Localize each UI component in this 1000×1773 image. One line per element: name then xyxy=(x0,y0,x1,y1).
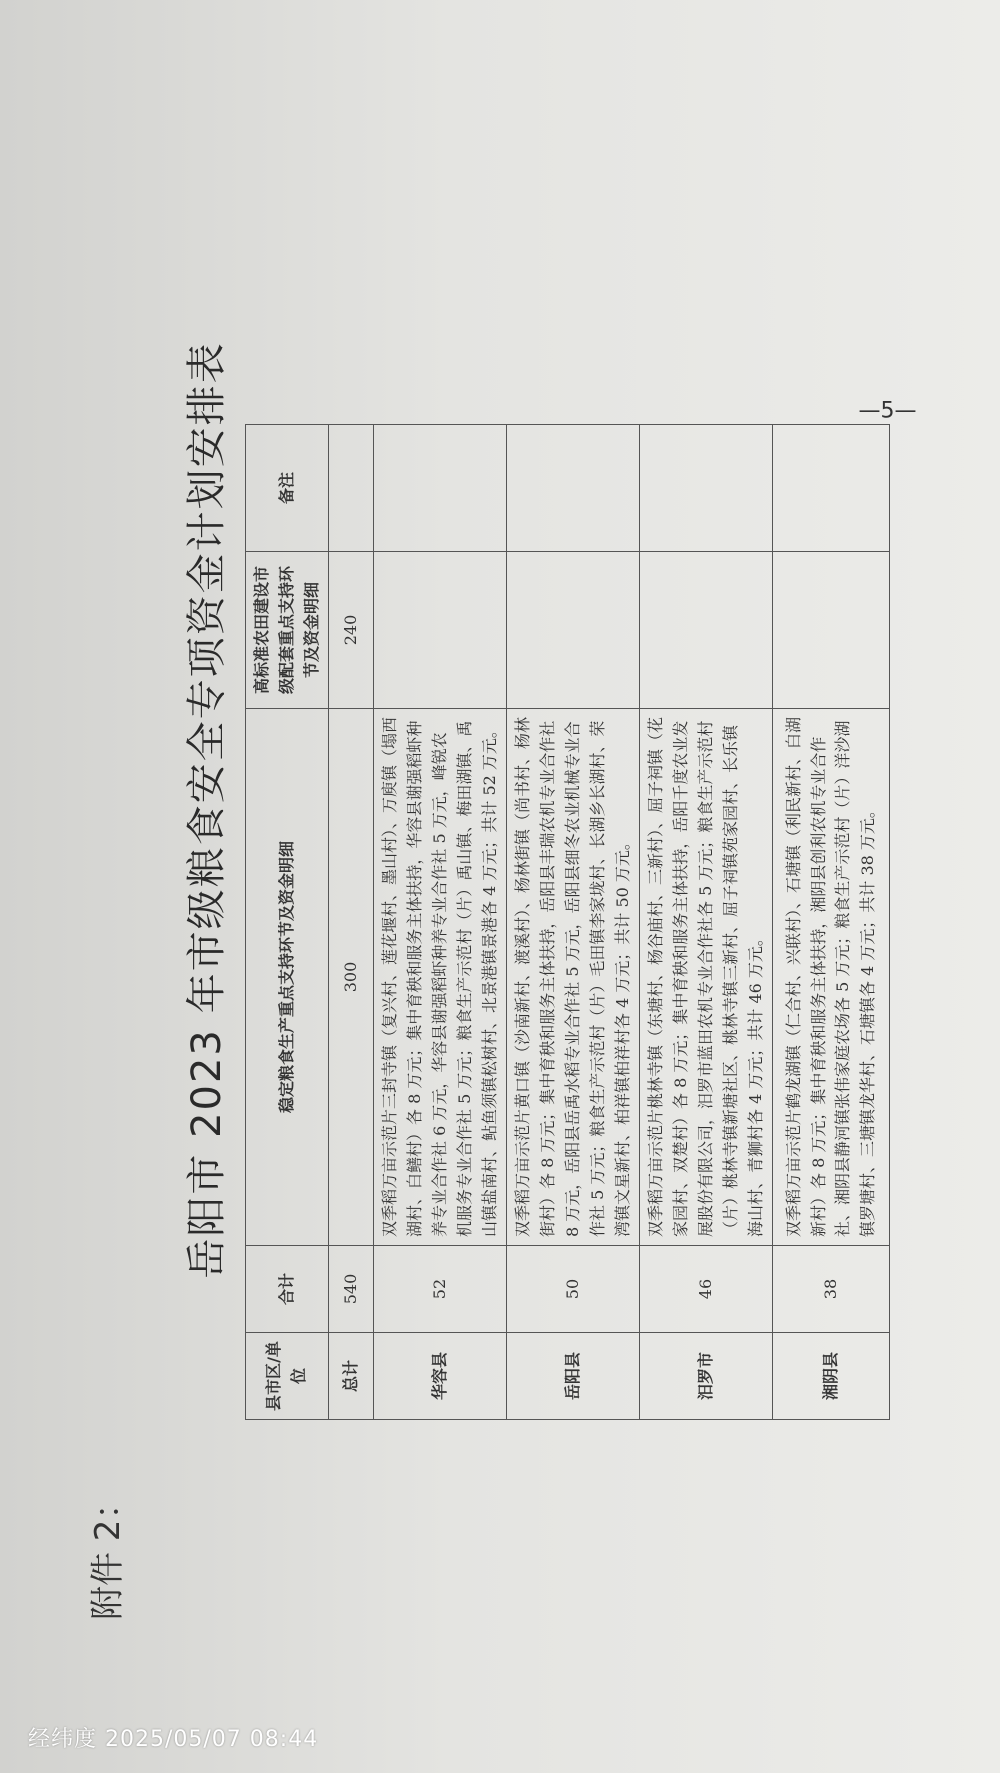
county-total: 46 xyxy=(640,1246,773,1333)
county-farmland xyxy=(507,552,640,709)
table-row xyxy=(374,425,507,1420)
county-total: 52 xyxy=(374,1246,507,1333)
header-stable-production: 稳定粮食生产重点支持环节及资金明细 xyxy=(246,709,329,1246)
county-remark xyxy=(640,425,773,552)
county-remark xyxy=(773,425,890,552)
county-name: 湘阴县 xyxy=(773,1333,890,1420)
total-farmland: 240 xyxy=(329,552,374,709)
table-row-total xyxy=(329,425,374,1420)
county-name: 华容县 xyxy=(374,1333,507,1420)
county-farmland xyxy=(773,552,890,709)
county-name: 汨罗市 xyxy=(640,1333,773,1420)
document-title: 岳阳市 2023 年市级粮食安全专项资金计划安排表 xyxy=(184,341,230,1279)
total-label: 总计 xyxy=(329,1333,374,1420)
county-detail: 双季稻万亩示范片黄口镇（沙南新村、渡溪村）、杨林街镇（尚书村、杨林街村）各 8 万元；集中育秧和服务主体扶持，岳阳县丰瑞农机专业合作社 8 万元，岳阳县岳禹水稻专业合作社 5 万元，岳阳县细冬农业机械专业合作社 5 万元；粮食生产示范村（片）毛田镇李家垅村、长湖乡长湖村、荣湾镇文星新村、柏祥镇柏祥村各 4 万元；共计 50 万元。 xyxy=(507,709,640,1246)
table-header-row xyxy=(246,425,329,1420)
camera-watermark: 经纬度 2025/05/07 08:44 xyxy=(28,1727,319,1752)
header-farmland: 高标准农田建设市级配套重点支持环节及资金明细 xyxy=(246,552,329,709)
county-remark xyxy=(374,425,507,552)
county-detail: 双季稻万亩示范片鹤龙湖镇（仁合村、兴联村）、石塘镇（利民新村、白湖新村）各 8 万元；集中育秧和服务主体扶持，湘阴县创利农机专业合作社、湘阴县静河镇张伟家庭农场各 5 万元；粮食生产示范村（片）洋沙湖镇罗塘村、三塘镇龙华村、石塘镇各 4 万元；共计 38 万元。 xyxy=(773,709,890,1246)
header-total: 合计 xyxy=(246,1246,329,1333)
total-stable-production: 300 xyxy=(329,709,374,1246)
county-farmland xyxy=(374,552,507,709)
funding-table xyxy=(245,424,890,1420)
county-detail: 双季稻万亩示范片三封寺镇（复兴村、莲花堰村、墨山村）、万庾镇（塌西湖村、白鳝村）各 8 万元；集中育秧和服务主体扶持，华容县谢强稻虾种养专业合作社 6 万元，华容县谢强稻虾种养专业合作社 5 万元，峰锐农机服务专业合作社 5 万元；粮食生产示范村（片）禹山镇、梅田湖镇、禹山镇盐南村、鲇鱼须镇松树村、北景港镇景港各 4 万元；共计 52 万元。 xyxy=(374,709,507,1246)
county-farmland xyxy=(640,552,773,709)
document-page xyxy=(60,140,940,1620)
county-remark xyxy=(507,425,640,552)
page-number: —5— xyxy=(858,398,917,424)
total-sum: 540 xyxy=(329,1246,374,1333)
total-remark xyxy=(329,425,374,552)
attachment-label: 附件 2： xyxy=(88,1485,128,1620)
header-remark: 备注 xyxy=(246,425,329,552)
header-county: 县市区/单位 xyxy=(246,1333,329,1420)
table-row xyxy=(773,425,890,1420)
county-total: 50 xyxy=(507,1246,640,1333)
table-row xyxy=(507,425,640,1420)
county-total: 38 xyxy=(773,1246,890,1333)
county-detail: 双季稻万亩示范片桃林寺镇（东塘村、杨谷庙村、三新村）、屈子祠镇（花家园村、双楚村）各 8 万元；集中育秧和服务主体扶持，岳阳千度农业发展股份有限公司，汨罗市蓝田农机专业合作社各 5 万元；粮食生产示范村（片）桃林寺镇新塘社区、桃林寺镇三新村、屈子祠镇苑家园村、长乐镇海山村、青狮村各 4 万元；共计 46 万元。 xyxy=(640,709,773,1246)
county-name: 岳阳县 xyxy=(507,1333,640,1420)
table-row xyxy=(640,425,773,1420)
